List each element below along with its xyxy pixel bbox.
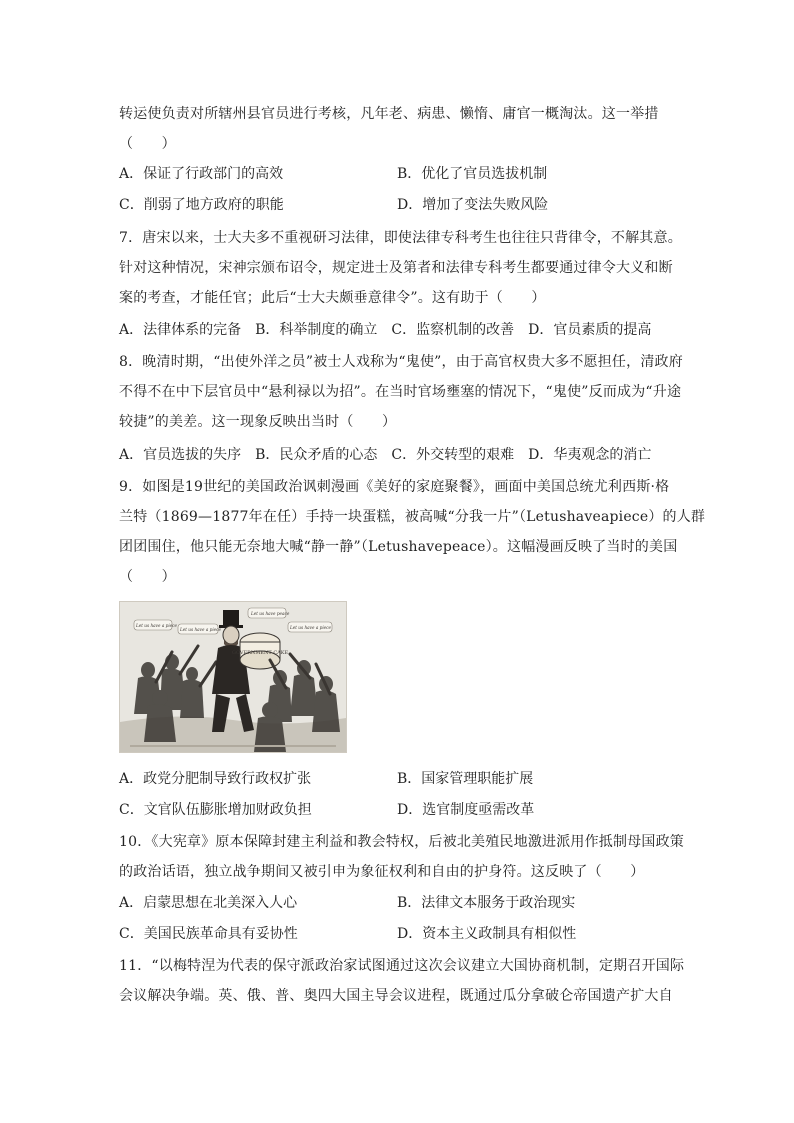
q9-answer-blank: （ ）	[119, 569, 176, 585]
q6-option-a[interactable]: A．保证了行政部门的高效	[119, 166, 284, 182]
q10-stem-line-2: 的政治话语，独立战争期间又被引申为象征权利和自由的护身符。这反映了（ ）	[119, 864, 645, 880]
q9-option-b[interactable]: B．国家管理职能扩展	[397, 771, 534, 787]
speech-bubble-1: Let us have a piece	[136, 623, 177, 628]
q8-stem-line-1: 8．晚清时期，“出使外洋之员”被士人戏称为“鬼使”，由于高官权贵大多不愿担任，清政府	[119, 354, 683, 370]
q8-stem-line-2: 不得不在中下层官员中“悬利禄以为招”。在当时官场壅塞的情况下，“鬼使”反而成为“升途	[119, 384, 682, 400]
q6-answer-blank: （ ）	[119, 136, 176, 152]
cartoon-drawing	[120, 602, 346, 752]
q10-option-c[interactable]: C．美国民族革命具有妥协性	[119, 926, 298, 942]
q8-stem-line-3: 较捷”的美差。这一现象反映出当时（ ）	[119, 414, 397, 430]
q9-option-a[interactable]: A．政党分肥制导致行政权扩张	[119, 771, 312, 787]
q6-option-c[interactable]: C．削弱了地方政府的职能	[119, 197, 284, 213]
speech-bubble-4: Let us have a piece	[290, 625, 331, 630]
speech-bubble-2: Let us have a piece	[180, 627, 221, 632]
q9-stem-line-2: 兰特（1869—1877年在任）手持一块蛋糕，被高喊“分我一片”（Letushaveapiece）的人群	[119, 509, 706, 525]
speech-bubble-3: Let us have peace	[251, 611, 290, 616]
q9-option-c[interactable]: C．文官队伍膨胀增加财政负担	[119, 802, 312, 818]
q10-option-b[interactable]: B．法律文本服务于政治现实	[397, 895, 576, 911]
q7-options[interactable]: A．法律体系的完备 B．科举制度的确立 C．监察机制的改善 D．官员素质的提高	[119, 322, 652, 338]
q7-stem-line-1: 7．唐宋以来，士大夫多不重视研习法律，即使法律专科考生也往往只背律令，不解其意。	[119, 230, 682, 246]
political-cartoon-image	[119, 601, 347, 753]
q6-stem-line-1: 转运使负责对所辖州县官员进行考核，凡年老、病患、懒惰、庸官一概淘汰。这一举措	[119, 106, 659, 122]
q6-option-b[interactable]: B．优化了官员选拔机制	[397, 166, 548, 182]
q9-stem-line-3: 团团围住，他只能无奈地大喊“静一静”（Letushavepeace）。这幅漫画反映了当时的美国	[119, 539, 678, 555]
q7-stem-line-2: 针对这种情况，宋神宗颁布诏令，规定进士及第者和法律专科考生都要通过律令大义和断	[119, 260, 673, 276]
q10-option-a[interactable]: A．启蒙思想在北美深入人心	[119, 895, 298, 911]
q9-stem-line-1: 9．如图是19世纪的美国政治讽刺漫画《美好的家庭聚餐》，画面中美国总统尤利西斯·格	[119, 479, 670, 495]
q9-option-d[interactable]: D．选官制度亟需改革	[397, 802, 535, 818]
q8-options[interactable]: A．官员选拔的失序 B．民众矛盾的心态 C．外交转型的艰难 D．华夷观念的消亡	[119, 447, 652, 463]
q11-stem-line-2: 会议解决争端。英、俄、普、奥四大国主导会议进程，既通过瓜分拿破仑帝国遗产扩大自	[119, 988, 673, 1004]
q10-stem-line-1: 10．《大宪章》原本保障封建主利益和教会特权，后被北美殖民地激进派用作抵制母国政策	[119, 834, 685, 850]
q6-option-d[interactable]: D．增加了变法失败风险	[397, 197, 549, 213]
q10-option-d[interactable]: D．资本主义政制具有相似性	[397, 926, 577, 942]
cake-label: GOVERNMENT CAKE	[231, 650, 289, 656]
q7-stem-line-3: 案的考查，才能任官；此后“士大夫颇垂意律令”。这有助于（ ）	[119, 290, 546, 306]
q11-stem-line-1: 11．“以梅特涅为代表的保守派政治家试图通过这次会议建立大国协商机制，定期召开国际	[119, 958, 685, 974]
